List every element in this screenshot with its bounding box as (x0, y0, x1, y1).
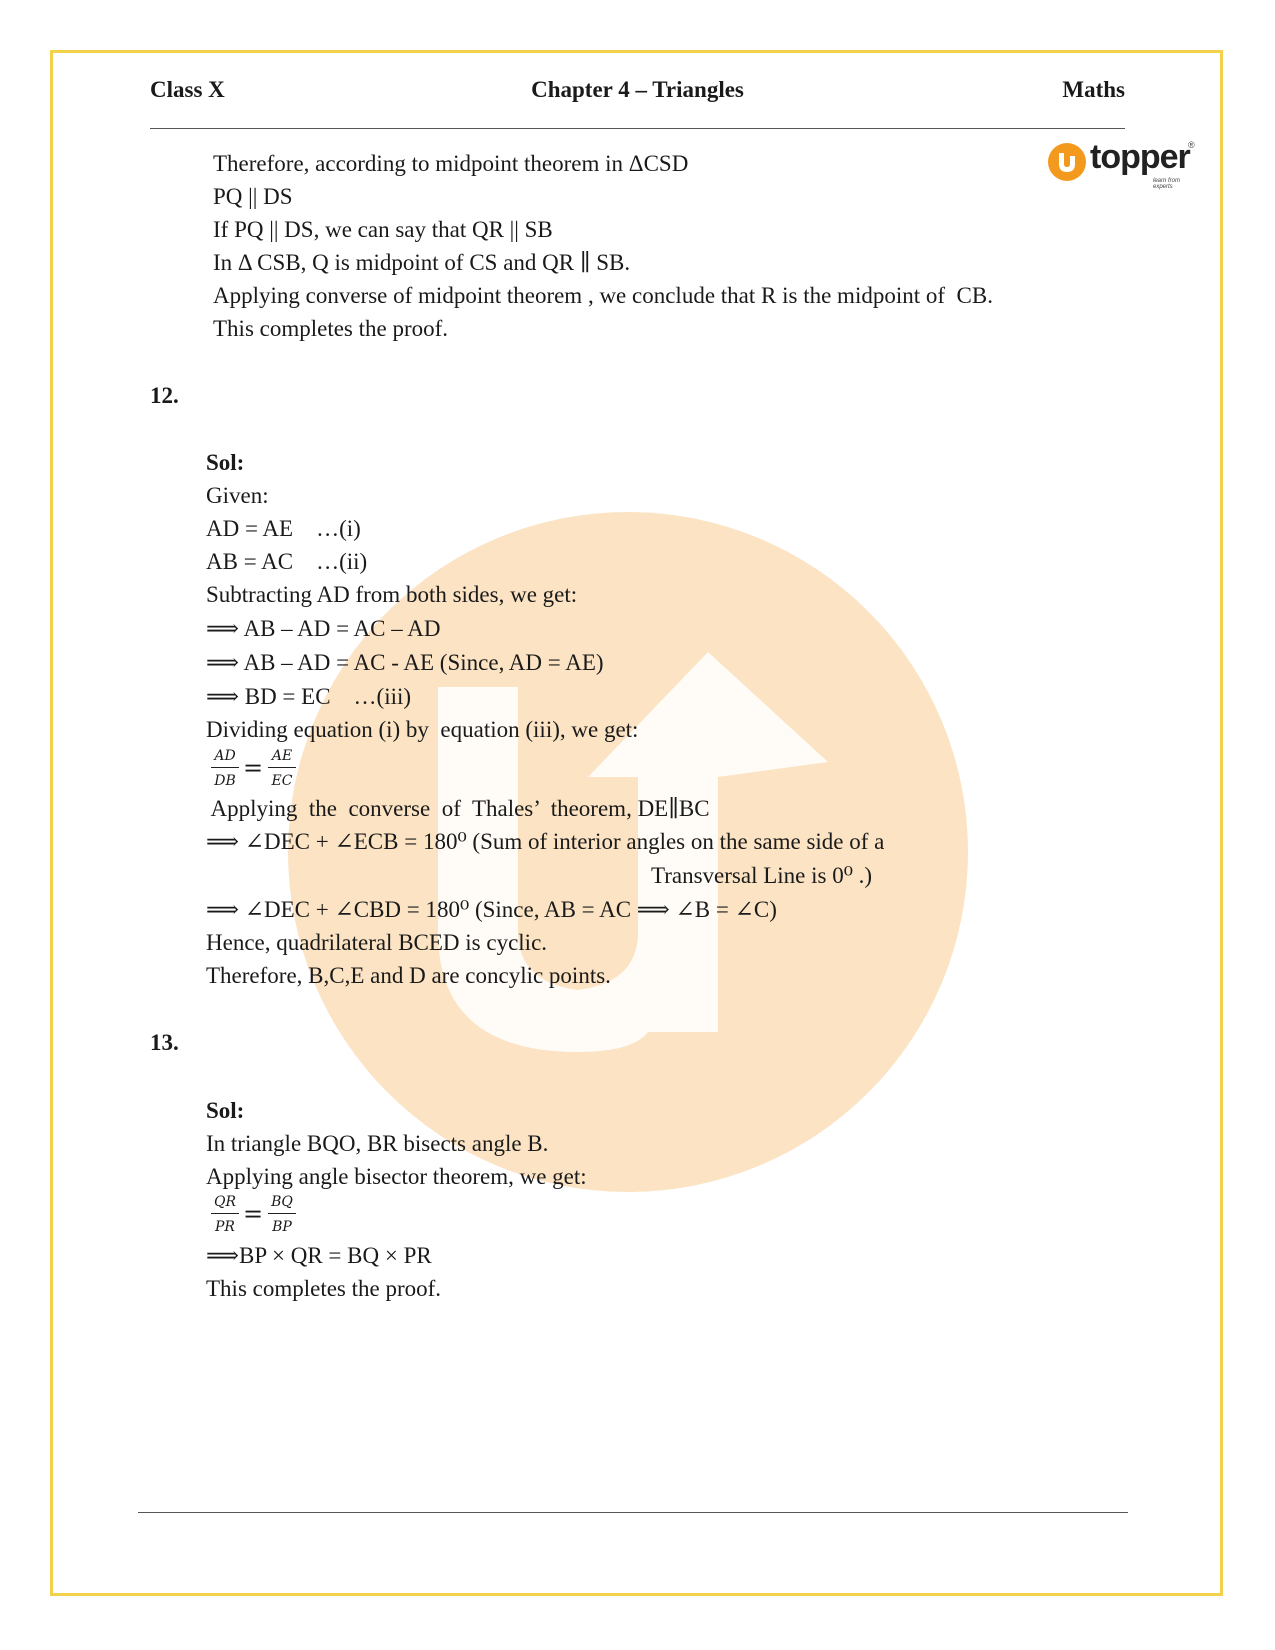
numerator: QR (213, 1194, 237, 1210)
text-line: Transversal Line is 0⁰ .) (651, 863, 873, 888)
text-line: ⟹ ∠DEC + ∠CBD = 180⁰ (Since, AB = AC ⟹ ∠B = ∠C) (206, 897, 777, 922)
logo-registered: ® (1188, 140, 1195, 150)
text-line: Subtracting AD from both sides, we get: (206, 582, 578, 607)
text-line: In triangle BQO, BR bisects angle B. (206, 1131, 549, 1156)
fraction-equation (210, 748, 300, 793)
text-line: Applying converse of midpoint theorem , we conclude that R is the midpoint of CB. (213, 283, 993, 308)
class-label: Class X (150, 77, 225, 102)
logo-u-icon (1048, 143, 1086, 181)
topper-logo (1048, 140, 1198, 190)
solution-label: Sol: (206, 1098, 245, 1123)
denominator: BP (272, 1219, 292, 1235)
text-line: If PQ || DS, we can say that QR || SB (213, 217, 553, 242)
chapter-title: Chapter 4 – Triangles (531, 77, 744, 102)
text-line: ⟹ AB – AD = AC – AD (206, 616, 441, 641)
text-line: This completes the proof. (213, 316, 449, 341)
fraction-bar (268, 1213, 296, 1214)
text-line: Therefore, according to midpoint theorem in ΔCSD (213, 151, 689, 176)
numerator: BQ (271, 1194, 293, 1210)
text-line: Applying the converse of Thales’ theorem, DE∥BC (206, 796, 710, 821)
question-number: 13. (150, 1030, 179, 1055)
text-line: ⟹ ∠DEC + ∠ECB = 180⁰ (Sum of interior angles on the same side of a (206, 829, 885, 854)
fraction-bar (211, 1213, 239, 1214)
text-line: Given: (206, 483, 269, 508)
denominator: PR (215, 1219, 235, 1235)
numerator: AE (271, 748, 293, 764)
text-line: AB = AC …(ii) (206, 549, 368, 574)
denominator: EC (271, 773, 293, 789)
equals-sign: = (243, 754, 264, 782)
fraction-equation (210, 1194, 300, 1239)
text-line: Applying angle bisector theorem, we get: (206, 1164, 587, 1189)
fraction-bar (268, 767, 296, 768)
subject-label: Maths (1062, 77, 1125, 102)
logo-tagline: learn from experts (1153, 178, 1181, 190)
denominator: DB (214, 773, 236, 789)
text-line: ⟹ BD = EC …(iii) (206, 684, 412, 709)
question-number: 12. (150, 383, 179, 408)
text-line: PQ || DS (213, 184, 293, 209)
equals-sign: = (243, 1200, 264, 1228)
text-line: Dividing equation (i) by equation (iii), we get: (206, 717, 639, 742)
text-line: ⟹BP × QR = BQ × PR (206, 1243, 432, 1268)
text-line: In Δ CSB, Q is midpoint of CS and QR ∥ SB. (213, 250, 631, 275)
fraction-bar (211, 767, 239, 768)
text-line: AD = AE …(i) (206, 516, 361, 541)
header-rule (150, 128, 1125, 129)
text-line: ⟹ AB – AD = AC - AE (Since, AD = AE) (206, 650, 604, 675)
numerator: AD (214, 748, 236, 764)
text-line: Hence, quadrilateral BCED is cyclic. (206, 930, 548, 955)
footer-rule (138, 1512, 1128, 1513)
solution-label: Sol: (206, 450, 245, 475)
text-line: Therefore, B,C,E and D are concylic points. (206, 963, 611, 988)
logo-brand: topper (1090, 138, 1190, 176)
text-line: This completes the proof. (206, 1276, 442, 1301)
